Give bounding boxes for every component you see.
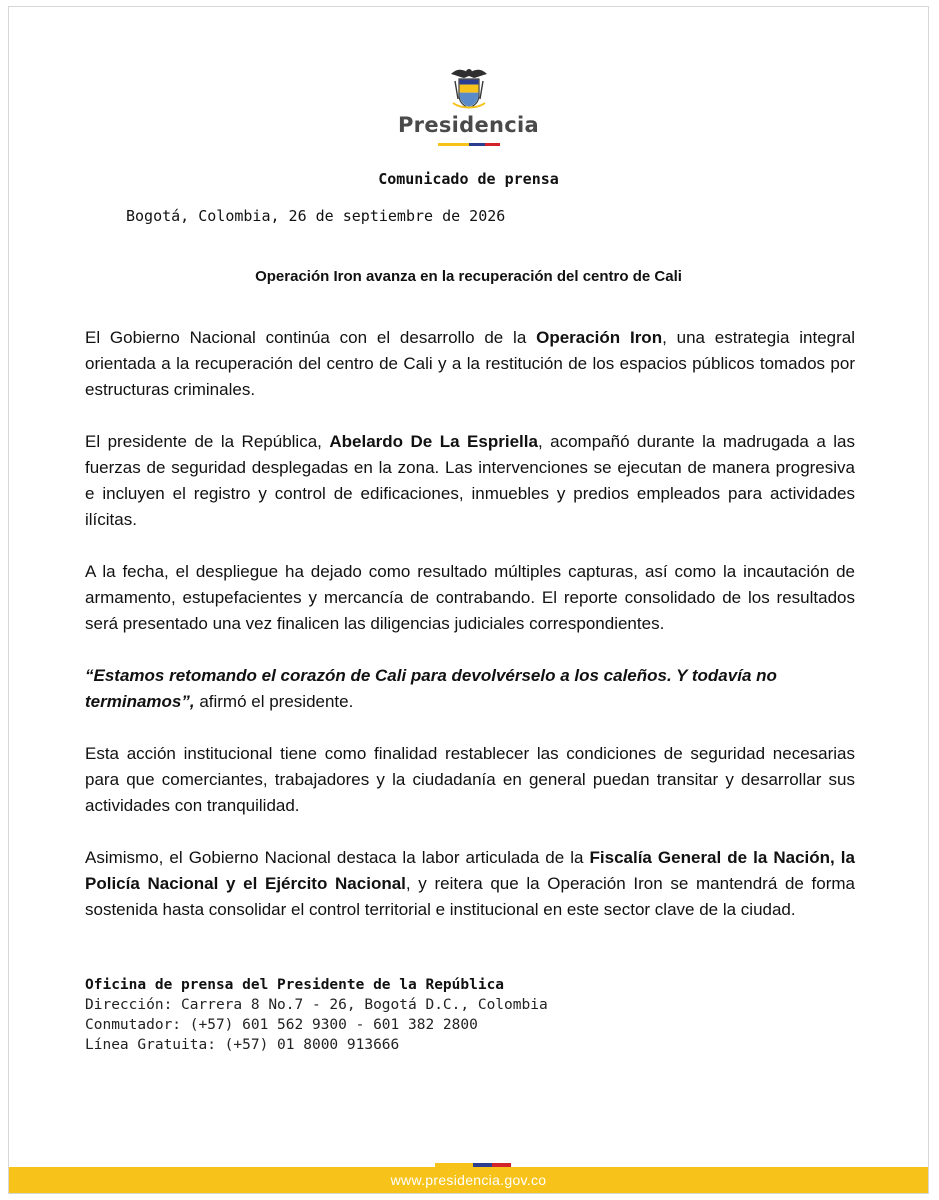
colombia-flag-bar: [438, 143, 500, 146]
article-body: [85, 325, 855, 949]
quote-paragraph: [85, 663, 855, 715]
contact-tollfree: Línea Gratuita: (+57) 01 8000 913666: [85, 1037, 400, 1053]
headline: Operación Iron avanza en la recuperación del centro de Cali: [255, 268, 682, 285]
contact-org: Oficina de prensa del Presidente de la República: [85, 977, 505, 993]
dateline: Bogotá, Colombia, 26 de septiembre de 2026: [126, 207, 506, 225]
document-kicker: Comunicado de prensa: [378, 170, 559, 188]
contact-address: Dirección: Carrera 8 No.7 - 26, Bogotá D.C., Colombia: [85, 997, 548, 1013]
contact-block: [85, 975, 548, 1055]
paragraph: A la fecha, el despliegue ha dejado como resultado múltiples capturas, así como la incautación de armamento, estupefacientes y mercancía de contrabando. El reporte consolidado de los resultados será presentado una vez finalicen las diligencias judiciales correspondientes.: [85, 562, 855, 633]
bold-text: Operación Iron: [536, 328, 663, 347]
paragraph: El Gobierno Nacional continúa con el desarrollo de la Operación Iron, una estrategia integral orientada a la recuperación del centro de Cali y a la restitución de los espacios públicos tomados por estructuras criminales.: [85, 328, 855, 399]
brand-name: Presidencia: [397, 113, 540, 137]
bold-text: Abelardo De La Espriella: [329, 432, 538, 451]
president-quote: “Estamos retomando el corazón de Cali para devolvérselo a los caleños. Y todavía no terminamos”,: [85, 666, 777, 711]
footer-url[interactable]: www.presidencia.gov.co: [390, 1172, 547, 1188]
colombia-coat-of-arms-icon: [447, 65, 491, 111]
paragraph: El presidente de la República, Abelardo De La Espriella, acompañó durante la madrugada a las fuerzas de seguridad desplegadas en la zona. Las intervenciones se ejecutan de manera progresiva e incluyen el registro y control de edificaciones, inmuebles y predios empleados para actividades ilícitas.: [85, 432, 856, 529]
bold-text: Fiscalía General de la Nación, la Policía Nacional y el Ejército Nacional: [85, 848, 855, 893]
contact-switchboard: Conmutador: (+57) 601 562 9300 - 601 382 2800: [85, 1017, 478, 1033]
paragraph: Asimismo, el Gobierno Nacional destaca la labor articulada de la Fiscalía General de la Nación, la Policía Nacional y el Ejército Nacional, y reitera que la Operación Iron se mantendrá de forma sostenida hasta consolidar el control territorial e institucional en este sector clave de la ciudad.: [85, 848, 855, 919]
presidencia-logo: [9, 65, 928, 146]
paragraph: Esta acción institucional tiene como finalidad restablecer las condiciones de seguridad necesarias para que comerciantes, trabajadores y la ciudadanía en general puedan transitar y desarrollar sus actividades con tranquilidad.: [85, 744, 855, 815]
quote-attribution: afirmó el presidente.: [194, 692, 354, 711]
press-release-page: [8, 6, 929, 1194]
footer-bar: [9, 1167, 928, 1193]
